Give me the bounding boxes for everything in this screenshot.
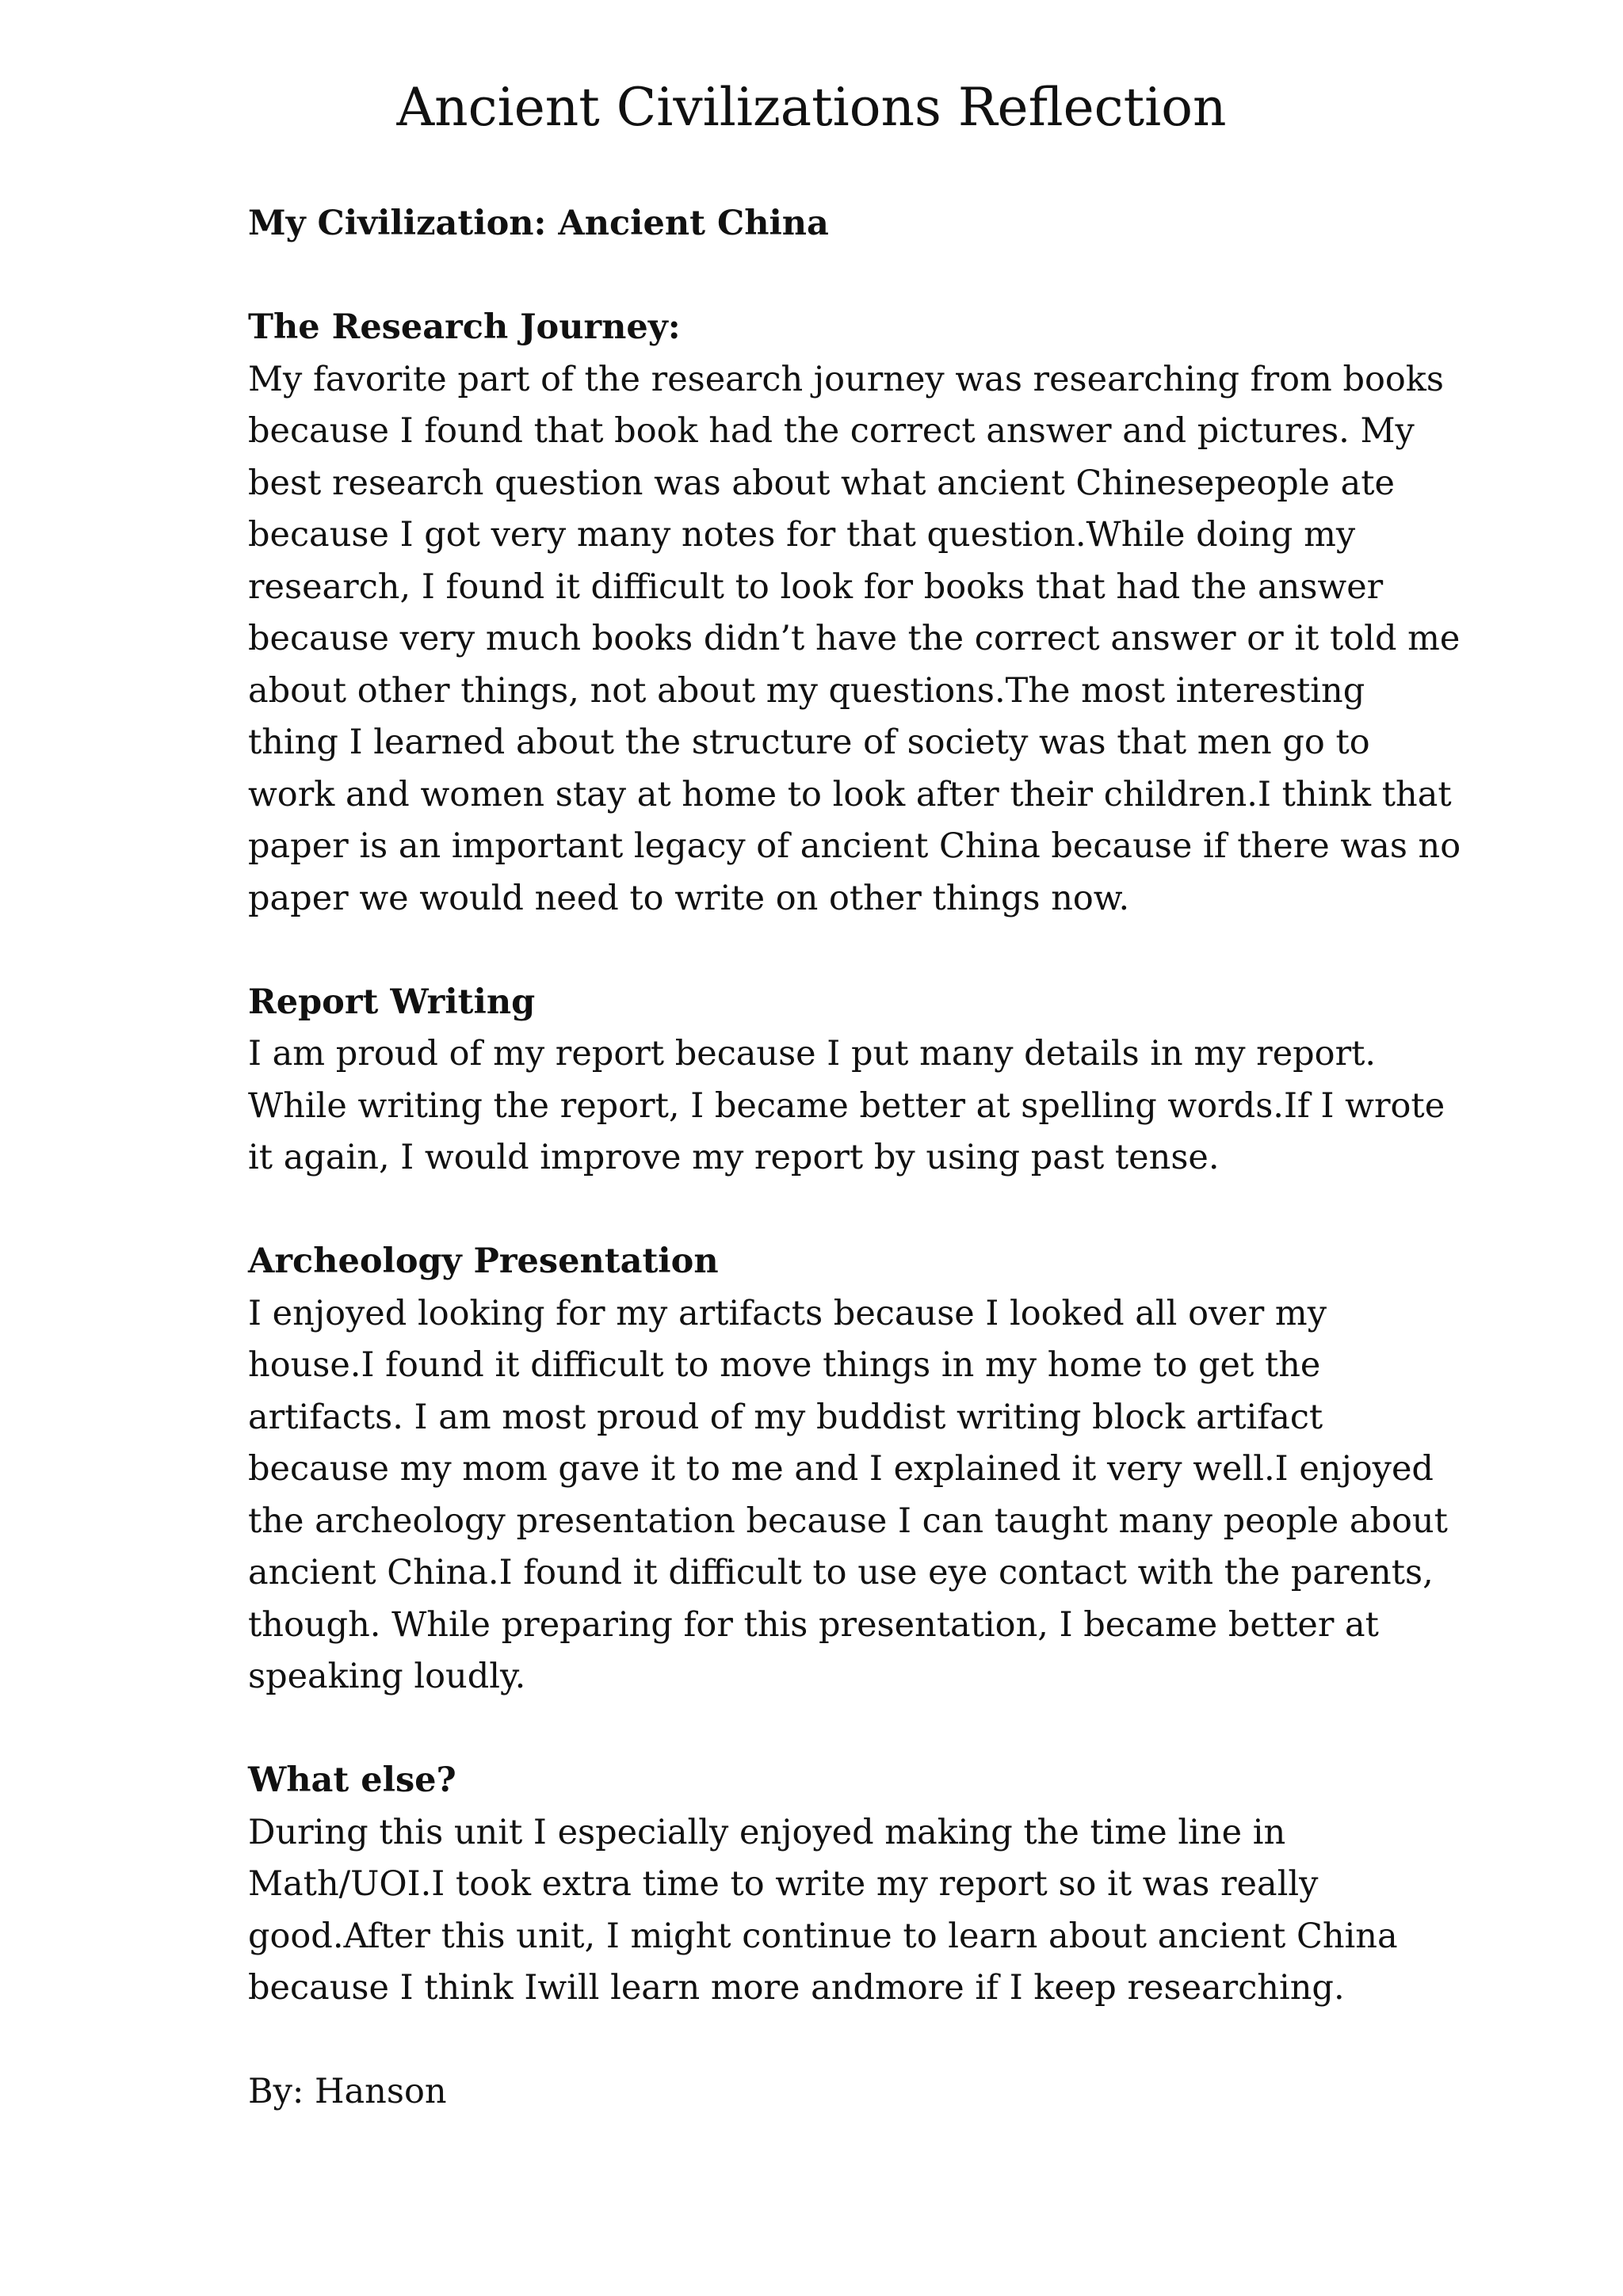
paragraph-line: paper is an important legacy of ancient China because if there was no xyxy=(248,826,1461,866)
section-research-journey xyxy=(248,302,1461,925)
section-archeology-presentation xyxy=(248,1236,1448,1703)
paragraph-line: paper we would need to write on other things now. xyxy=(248,878,1130,918)
paragraph-line: My favorite part of the research journey was researching from books xyxy=(248,359,1444,399)
paragraph-line: because very much books didn’t have the correct answer or it told me xyxy=(248,619,1461,658)
paragraph-line: During this unit I especially enjoyed making the time line in xyxy=(248,1812,1286,1852)
paragraph-line: good.After this unit, I might continue to learn about ancient China xyxy=(248,1916,1398,1956)
paragraph-line: because I got very many notes for that question.While doing my xyxy=(248,515,1356,555)
paragraph-line: While writing the report, I became better at spelling words.If I wrote xyxy=(248,1085,1445,1126)
paragraph-line: work and women stay at home to look after their children.I think that xyxy=(248,774,1452,814)
paragraph-line: best research question was about what ancient Chinesepeople ate xyxy=(248,463,1395,503)
paragraph-line: because my mom gave it to me and I explained it very well.I enjoyed xyxy=(248,1449,1434,1489)
section-heading: What else? xyxy=(248,1760,456,1800)
section-heading: The Research Journey: xyxy=(248,307,681,347)
paragraph-line: I am proud of my report because I put many details in my report. xyxy=(248,1034,1377,1074)
spacer xyxy=(248,250,1405,303)
paragraph-line: because I think Iwill learn more andmore if I keep researching. xyxy=(248,1968,1345,2008)
paragraph-line: speaking loudly. xyxy=(248,1657,526,1696)
section-heading: Report Writing xyxy=(248,982,536,1022)
author-signature: By: Hanson xyxy=(248,2072,447,2111)
paragraph-line: I enjoyed looking for my artifacts because I looked all over my xyxy=(248,1293,1327,1333)
document-body xyxy=(248,198,1461,2119)
paragraph-line: research, I found it difficult to look for books that had the answer xyxy=(248,566,1384,607)
spacer xyxy=(248,1703,1405,1756)
spacer xyxy=(248,925,1405,977)
paragraph-line: house.I found it difficult to move things in my home to get the xyxy=(248,1345,1321,1385)
paragraph-line: though. While preparing for this presentation, I became better at xyxy=(248,1604,1379,1645)
document-title: Ancient Civilizations Reflection xyxy=(396,77,1227,138)
spacer xyxy=(248,2015,1405,2067)
paragraph-line: ancient China.I found it difficult to use eye contact with the parents, xyxy=(248,1553,1434,1592)
civilization-heading: My Civilization: Ancient China xyxy=(248,204,829,243)
section-report-writing xyxy=(248,977,1445,1184)
paragraph-line: Math/UOI.I took extra time to write my report so it was really xyxy=(248,1864,1319,1904)
paragraph-line: about other things, not about my questions.The most interesting xyxy=(248,670,1365,711)
spacer xyxy=(248,1184,1405,1237)
paragraph-line: thing I learned about the structure of society was that men go to xyxy=(248,723,1370,762)
paragraph-line: because I found that book had the correct answer and pictures. My xyxy=(248,411,1415,451)
section-what-else xyxy=(248,1755,1405,2015)
paragraph-line: the archeology presentation because I can taught many people about xyxy=(248,1501,1448,1541)
paragraph-line: it again, I would improve my report by using past tense. xyxy=(248,1138,1220,1177)
section-heading: Archeology Presentation xyxy=(248,1241,719,1281)
paragraph-line: artifacts. I am most proud of my buddist writing block artifact xyxy=(248,1397,1323,1437)
